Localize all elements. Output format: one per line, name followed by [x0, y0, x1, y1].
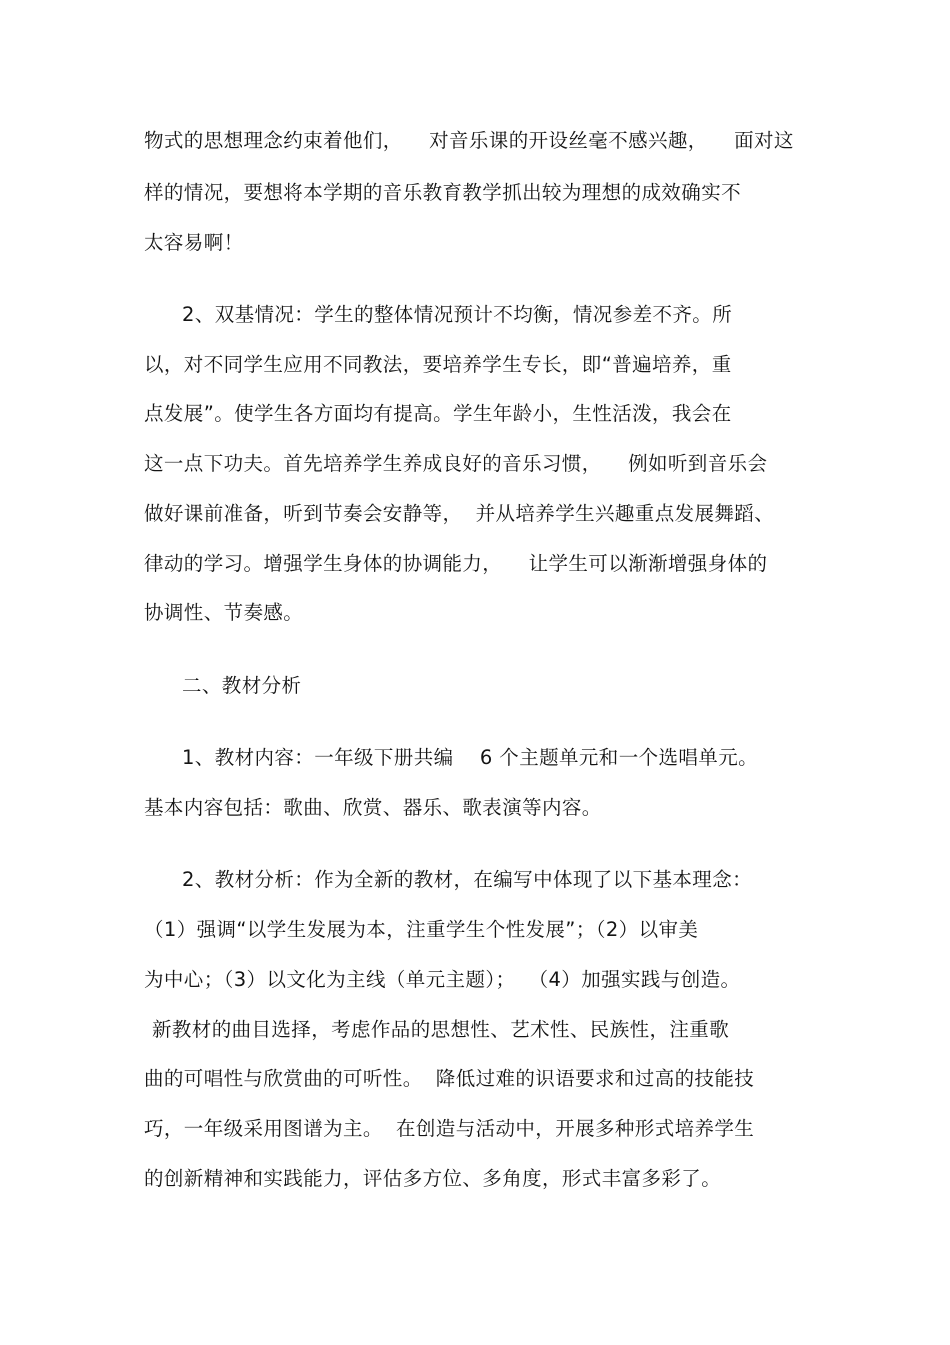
- body-text-line: 这一点下功夫。首先培养学生养成良好的音乐习惯， 例如听到音乐会: [144, 452, 768, 475]
- body-text-line: 的创新精神和实践能力，评估多方位、多角度，形式丰富多彩了。: [144, 1167, 722, 1190]
- body-text-line: 点发展”。使学生各方面均有提高。学生年龄小，生性活泼，我会在: [144, 402, 732, 425]
- paragraph-start-line: 1、教材内容：一年级下册共编 6 个主题单元和一个选唱单元。: [182, 746, 759, 769]
- section-heading: 二、教材分析: [182, 674, 302, 697]
- body-text-line: 样的情况，要想将本学期的音乐教育教学抓出较为理想的成效确实不: [144, 181, 742, 204]
- paragraph-start-line: 2、双基情况：学生的整体情况预计不均衡，情况参差不齐。所: [182, 303, 733, 326]
- body-text-line: 基本内容包括：歌曲、欣赏、器乐、歌表演等内容。: [144, 796, 602, 819]
- body-text-line: 以，对不同学生应用不同教法，要培养学生专长，即“普遍培养，重: [144, 353, 732, 376]
- body-text-line: （1）强调“以学生发展为本，注重学生个性发展”；（2）以审美: [144, 918, 699, 941]
- body-text-line: 巧，一年级采用图谱为主。 在创造与活动中，开展多种形式培养学生: [144, 1117, 755, 1140]
- body-text-line: 做好课前准备，听到节奏会安静等， 并从培养学生兴趣重点发展舞蹈、: [144, 502, 775, 525]
- body-text-line: 为中心；（3）以文化为主线（单元主题）； （4）加强实践与创造。: [144, 968, 741, 991]
- body-text-line: 律动的学习。增强学生身体的协调能力， 让学生可以渐渐增强身体的: [144, 552, 768, 575]
- paragraph-start-line: 2、教材分析：作为全新的教材，在编写中体现了以下基本理念：: [182, 868, 753, 891]
- body-text-line: 协调性、节奏感。: [144, 601, 304, 624]
- body-text-line: 曲的可唱性与欣赏曲的可听性。 降低过难的识语要求和过高的技能技: [144, 1067, 755, 1090]
- body-text-line: 太容易啊！: [144, 231, 244, 254]
- body-text-line: 新教材的曲目选择，考虑作品的思想性、艺术性、民族性，注重歌: [152, 1018, 730, 1041]
- body-text-line: 物式的思想理念约束着他们， 对音乐课的开设丝毫不感兴趣， 面对这: [144, 129, 794, 152]
